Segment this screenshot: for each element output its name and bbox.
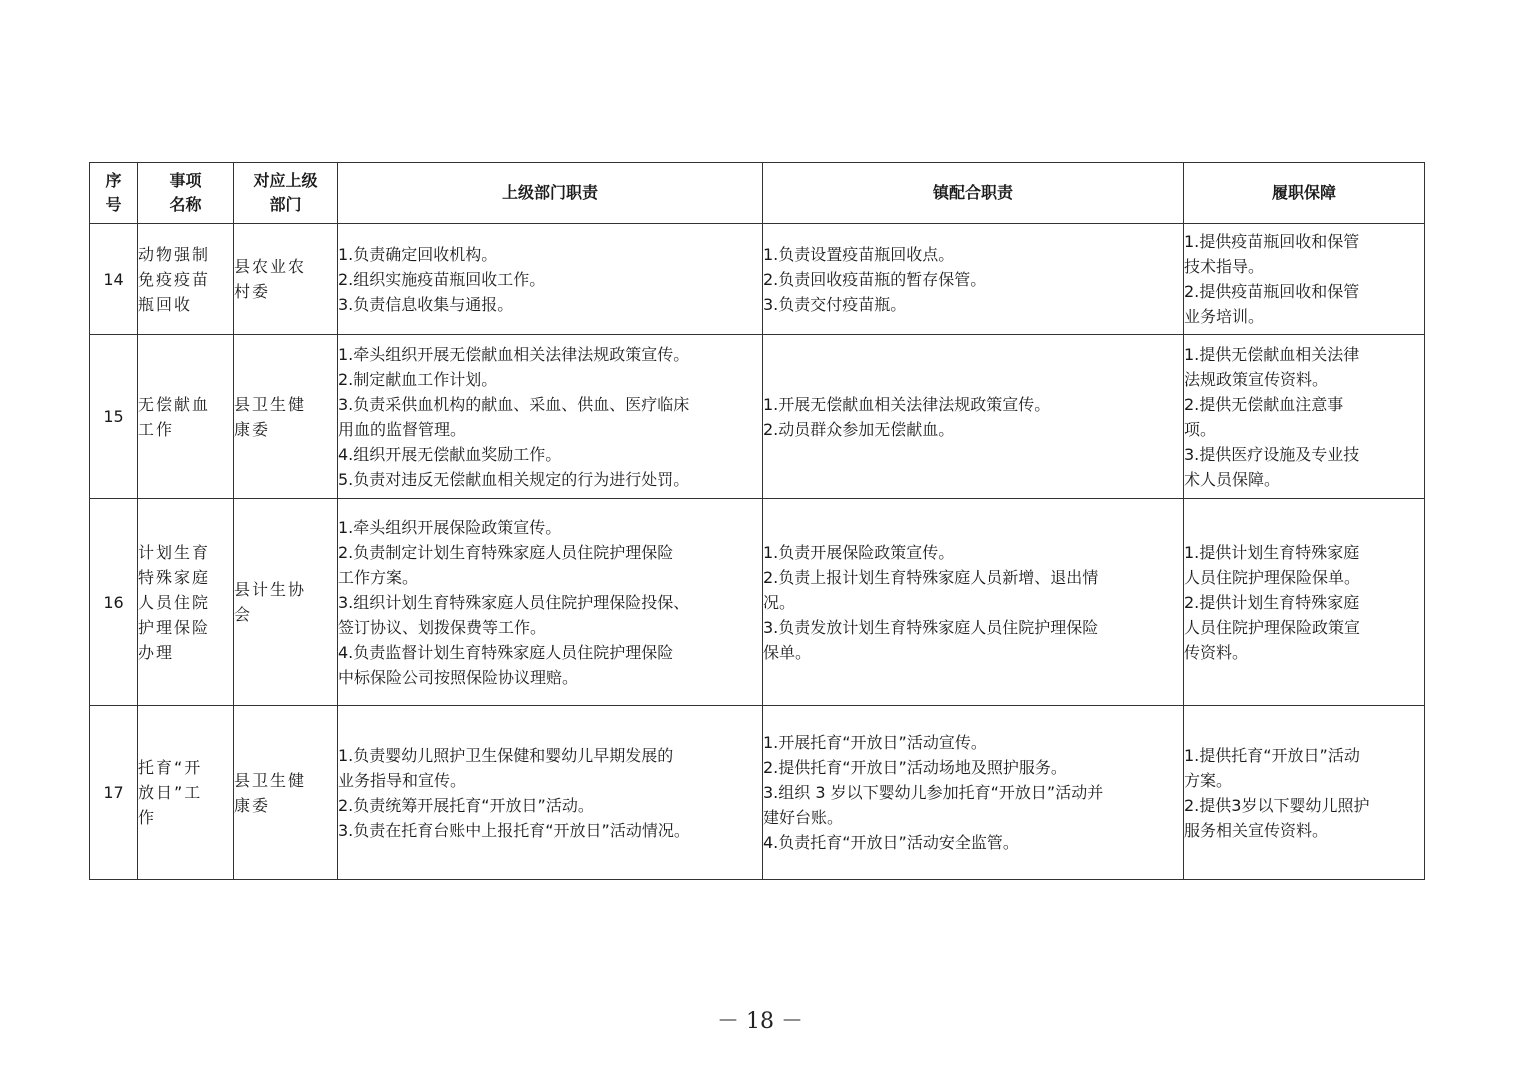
upper-dept: 县计生协 会 bbox=[234, 499, 338, 706]
duty-line: 建好台账。 bbox=[763, 808, 844, 827]
duty-line: 4.负责监督计划生育特殊家庭人员住院护理保险 bbox=[338, 642, 674, 662]
table-row bbox=[90, 706, 1425, 880]
duty-line: 2.提供计划生育特殊家庭 bbox=[1184, 592, 1360, 612]
upper-duty-cell bbox=[338, 335, 763, 499]
header-town-duty: 镇配合职责 bbox=[763, 163, 1184, 224]
duty-line: 方案。 bbox=[1184, 770, 1233, 790]
duty-line: 服务相关宣传资料。 bbox=[1184, 820, 1329, 840]
duty-line: 签订协议、划拨保费等工作。 bbox=[338, 617, 547, 637]
duty-line: 2.负责统筹开展托育“开放日”活动。 bbox=[338, 795, 594, 815]
duty-line: 1.负责设置疫苗瓶回收点。 bbox=[763, 244, 955, 264]
town-duty-cell bbox=[763, 335, 1184, 499]
duty-line: 3.负责发放计划生育特殊家庭人员住院护理保险 bbox=[763, 617, 1099, 637]
duty-line: 1.开展托育“开放日”活动宣传。 bbox=[763, 733, 987, 752]
duty-line: 1.负责开展保险政策宣传。 bbox=[763, 542, 955, 562]
duty-line: 3.负责交付疫苗瓶。 bbox=[763, 294, 907, 314]
duty-line: 况。 bbox=[763, 592, 796, 612]
duty-line: 1.提供计划生育特殊家庭 bbox=[1184, 542, 1360, 562]
row-number: 16 bbox=[90, 499, 138, 706]
duty-line: 2.制定献血工作计划。 bbox=[338, 369, 498, 389]
duty-line: 技术指导。 bbox=[1184, 257, 1265, 276]
duty-line: 1.提供疫苗瓶回收和保管 bbox=[1184, 232, 1360, 251]
duty-line: 1.开展无偿献血相关法律法规政策宣传。 bbox=[763, 394, 1051, 414]
row-number: 14 bbox=[90, 224, 138, 335]
row-number: 15 bbox=[90, 335, 138, 499]
table-row bbox=[90, 224, 1425, 335]
duty-line: 人员住院护理保险保单。 bbox=[1184, 567, 1361, 587]
upper-dept: 县农业农 村委 bbox=[234, 224, 338, 335]
town-duty-cell bbox=[763, 499, 1184, 706]
duty-line: 1.负责确定回收机构。 bbox=[338, 244, 498, 264]
duty-line: 5.负责对违反无偿献血相关规定的行为进行处罚。 bbox=[338, 469, 690, 489]
duty-line: 2.提供疫苗瓶回收和保管 bbox=[1184, 282, 1360, 301]
upper-duty-cell bbox=[338, 224, 763, 335]
duty-line: 3.负责在托育台账中上报托育“开放日”活动情况。 bbox=[338, 820, 690, 840]
duty-line: 2.负责回收疫苗瓶的暂存保管。 bbox=[763, 269, 987, 289]
duty-line: 4.负责托育“开放日”活动安全监管。 bbox=[763, 833, 1019, 852]
header-row bbox=[90, 163, 1425, 224]
header-guarantee: 履职保障 bbox=[1184, 163, 1425, 224]
table-row bbox=[90, 335, 1425, 499]
header-dept: 对应上级 部门 bbox=[234, 163, 338, 224]
duty-line: 2.提供3岁以下婴幼儿照护 bbox=[1184, 795, 1370, 815]
duty-line: 业务培训。 bbox=[1184, 307, 1265, 326]
duty-table bbox=[89, 162, 1425, 880]
duty-line: 术人员保障。 bbox=[1184, 469, 1281, 489]
duty-line: 1.牵头组织开展保险政策宣传。 bbox=[338, 517, 562, 537]
upper-duty-cell bbox=[338, 499, 763, 706]
duty-line: 1.提供托育“开放日”活动 bbox=[1184, 745, 1360, 765]
duty-line: 项。 bbox=[1184, 419, 1217, 439]
duty-line: 4.组织开展无偿献血奖励工作。 bbox=[338, 444, 562, 464]
table-row bbox=[90, 499, 1425, 706]
duty-line: 1.提供无偿献血相关法律 bbox=[1184, 344, 1360, 364]
town-duty-cell bbox=[763, 224, 1184, 335]
upper-dept: 县卫生健 康委 bbox=[234, 706, 338, 880]
duty-line: 2.提供托育“开放日”活动场地及照护服务。 bbox=[763, 758, 1067, 777]
row-number: 17 bbox=[90, 706, 138, 880]
duty-line: 2.负责制定计划生育特殊家庭人员住院护理保险 bbox=[338, 542, 674, 562]
duty-line: 工作方案。 bbox=[338, 567, 419, 587]
upper-dept: 县卫生健 康委 bbox=[234, 335, 338, 499]
duty-line: 2.动员群众参加无偿献血。 bbox=[763, 419, 955, 439]
duty-line: 3.组织 3 岁以下婴幼儿参加托育“开放日”活动并 bbox=[763, 783, 1104, 802]
duty-line: 人员住院护理保险政策宣 bbox=[1184, 617, 1361, 637]
guarantee-cell bbox=[1184, 335, 1425, 499]
page-number: － 18 － bbox=[717, 1009, 803, 1034]
duty-line: 业务指导和宣传。 bbox=[338, 770, 467, 790]
header-upper-duty: 上级部门职责 bbox=[338, 163, 763, 224]
guarantee-cell bbox=[1184, 706, 1425, 880]
guarantee-cell bbox=[1184, 499, 1425, 706]
item-name: 无偿献血 工作 bbox=[138, 335, 234, 499]
duty-line: 3.组织计划生育特殊家庭人员住院护理保险投保、 bbox=[338, 592, 690, 612]
item-name: 计划生育 特殊家庭 人员住院 护理保险 办理 bbox=[138, 499, 234, 706]
town-duty-cell bbox=[763, 706, 1184, 880]
duty-line: 2.组织实施疫苗瓶回收工作。 bbox=[338, 269, 546, 289]
duty-line: 2.负责上报计划生育特殊家庭人员新增、退出情 bbox=[763, 567, 1099, 587]
duty-line: 2.提供无偿献血注意事 bbox=[1184, 394, 1344, 414]
guarantee-cell bbox=[1184, 224, 1425, 335]
header-seq: 序 号 bbox=[90, 163, 138, 224]
duty-line: 法规政策宣传资料。 bbox=[1184, 369, 1329, 389]
upper-duty-cell bbox=[338, 706, 763, 880]
duty-line: 1.负责婴幼儿照护卫生保健和婴幼儿早期发展的 bbox=[338, 745, 674, 765]
duty-line: 1.牵头组织开展无偿献血相关法律法规政策宣传。 bbox=[338, 344, 690, 364]
item-name: 动物强制 免疫疫苗 瓶回收 bbox=[138, 224, 234, 335]
duty-line: 用血的监督管理。 bbox=[338, 419, 467, 439]
item-name: 托育“开 放日”工 作 bbox=[138, 706, 234, 880]
duty-line: 传资料。 bbox=[1184, 642, 1249, 662]
duty-line: 中标保险公司按照保险协议理赔。 bbox=[338, 667, 579, 687]
header-name: 事项 名称 bbox=[138, 163, 234, 224]
duty-line: 3.负责采供血机构的献血、采血、供血、医疗临床 bbox=[338, 394, 690, 414]
duty-line: 3.提供医疗设施及专业技 bbox=[1184, 444, 1360, 464]
duty-line: 保单。 bbox=[763, 642, 812, 662]
duty-line: 3.负责信息收集与通报。 bbox=[338, 294, 514, 314]
